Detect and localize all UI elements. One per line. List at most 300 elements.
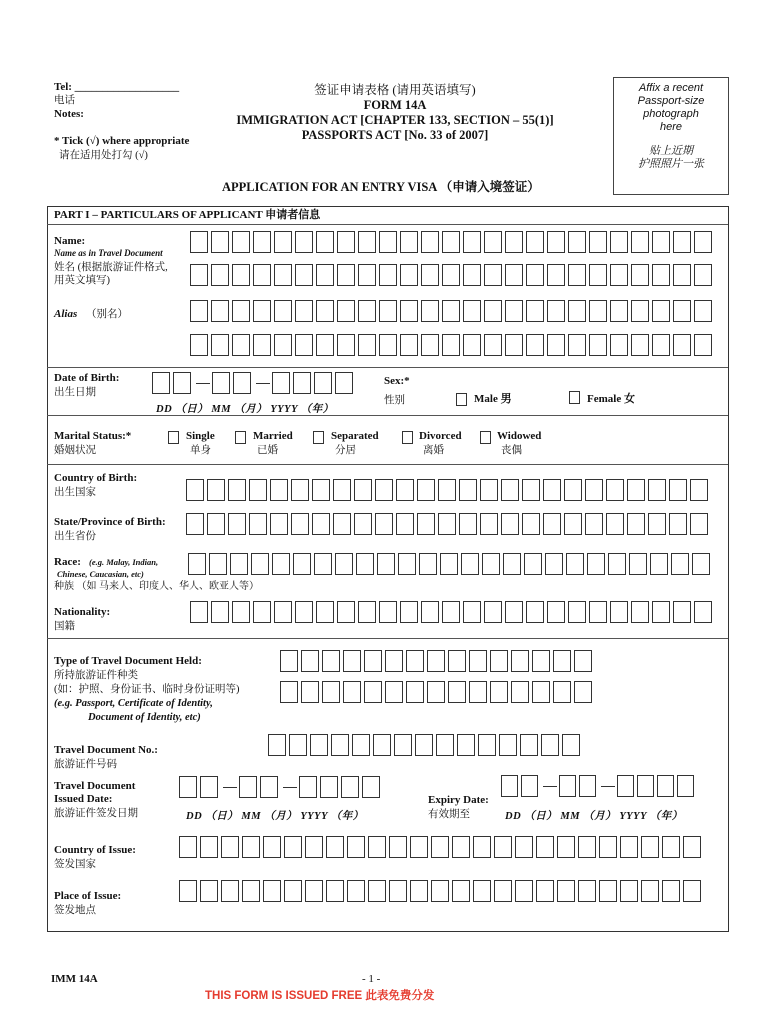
- char-box[interactable]: [683, 836, 701, 858]
- char-box[interactable]: [221, 836, 239, 858]
- char-box[interactable]: [337, 334, 355, 356]
- char-box[interactable]: [484, 231, 502, 253]
- char-box[interactable]: [410, 836, 428, 858]
- char-box[interactable]: [568, 334, 586, 356]
- char-box[interactable]: [553, 650, 571, 672]
- char-box[interactable]: [482, 553, 500, 575]
- char-box[interactable]: [505, 300, 523, 322]
- char-box[interactable]: [473, 880, 491, 902]
- char-box[interactable]: [212, 372, 230, 394]
- char-box[interactable]: [652, 300, 670, 322]
- char-box[interactable]: [652, 231, 670, 253]
- char-box[interactable]: [448, 681, 466, 703]
- char-box[interactable]: [585, 479, 603, 501]
- char-box[interactable]: [694, 601, 712, 623]
- char-box[interactable]: [459, 479, 477, 501]
- char-box[interactable]: [690, 479, 708, 501]
- char-box[interactable]: [564, 479, 582, 501]
- char-box[interactable]: [589, 601, 607, 623]
- char-box[interactable]: [547, 601, 565, 623]
- char-box[interactable]: [652, 334, 670, 356]
- char-box[interactable]: [427, 650, 445, 672]
- char-box[interactable]: [673, 601, 691, 623]
- char-box[interactable]: [574, 681, 592, 703]
- char-box[interactable]: [505, 264, 523, 286]
- char-box[interactable]: [637, 775, 654, 797]
- char-box[interactable]: [532, 681, 550, 703]
- char-box[interactable]: [379, 231, 397, 253]
- race-boxes[interactable]: [188, 553, 713, 575]
- char-box[interactable]: [515, 880, 533, 902]
- char-box[interactable]: [385, 650, 403, 672]
- char-box[interactable]: [242, 836, 260, 858]
- char-box[interactable]: [547, 334, 565, 356]
- char-box[interactable]: [478, 734, 496, 756]
- char-box[interactable]: [578, 836, 596, 858]
- char-box[interactable]: [364, 681, 382, 703]
- char-box[interactable]: [179, 880, 197, 902]
- char-box[interactable]: [499, 734, 517, 756]
- char-box[interactable]: [377, 553, 395, 575]
- char-box[interactable]: [280, 681, 298, 703]
- char-box[interactable]: [406, 681, 424, 703]
- char-box[interactable]: [337, 300, 355, 322]
- char-box[interactable]: [274, 231, 292, 253]
- char-box[interactable]: [207, 513, 225, 535]
- char-box[interactable]: [547, 264, 565, 286]
- char-box[interactable]: [421, 334, 439, 356]
- char-box[interactable]: [373, 734, 391, 756]
- char-box[interactable]: [589, 300, 607, 322]
- char-box[interactable]: [242, 880, 260, 902]
- char-box[interactable]: [312, 479, 330, 501]
- char-box[interactable]: [566, 553, 584, 575]
- char-box[interactable]: [295, 231, 313, 253]
- char-box[interactable]: [610, 601, 628, 623]
- char-box[interactable]: [179, 836, 197, 858]
- char-box[interactable]: [648, 513, 666, 535]
- char-box[interactable]: [610, 334, 628, 356]
- char-box[interactable]: [364, 650, 382, 672]
- char-box[interactable]: [331, 734, 349, 756]
- char-box[interactable]: [358, 334, 376, 356]
- char-box[interactable]: [553, 681, 571, 703]
- char-box[interactable]: [669, 479, 687, 501]
- char-box[interactable]: [557, 880, 575, 902]
- char-box[interactable]: [337, 231, 355, 253]
- char-box[interactable]: [358, 601, 376, 623]
- char-box[interactable]: [541, 734, 559, 756]
- char-box[interactable]: [375, 479, 393, 501]
- char-box[interactable]: [232, 231, 250, 253]
- char-box[interactable]: [232, 601, 250, 623]
- char-box[interactable]: [650, 553, 668, 575]
- char-box[interactable]: [270, 513, 288, 535]
- char-box[interactable]: [442, 300, 460, 322]
- char-box[interactable]: [469, 681, 487, 703]
- char-box[interactable]: [673, 231, 691, 253]
- char-box[interactable]: [320, 776, 338, 798]
- char-box[interactable]: [200, 880, 218, 902]
- char-box[interactable]: [562, 734, 580, 756]
- char-box[interactable]: [522, 513, 540, 535]
- char-box[interactable]: [249, 479, 267, 501]
- char-box[interactable]: [263, 836, 281, 858]
- char-box[interactable]: [293, 372, 311, 394]
- doc-number-boxes[interactable]: [268, 734, 583, 756]
- char-box[interactable]: [536, 880, 554, 902]
- char-box[interactable]: [280, 650, 298, 672]
- char-box[interactable]: [221, 880, 239, 902]
- char-box[interactable]: [526, 231, 544, 253]
- char-box[interactable]: [305, 836, 323, 858]
- char-box[interactable]: [599, 880, 617, 902]
- char-box[interactable]: [484, 264, 502, 286]
- male-checkbox[interactable]: [456, 390, 467, 408]
- char-box[interactable]: [228, 479, 246, 501]
- char-box[interactable]: [559, 775, 576, 797]
- char-box[interactable]: [461, 553, 479, 575]
- char-box[interactable]: [230, 553, 248, 575]
- char-box[interactable]: [274, 334, 292, 356]
- char-box[interactable]: [490, 650, 508, 672]
- char-box[interactable]: [398, 553, 416, 575]
- char-box[interactable]: [310, 734, 328, 756]
- char-box[interactable]: [662, 880, 680, 902]
- char-box[interactable]: [314, 553, 332, 575]
- char-box[interactable]: [463, 231, 481, 253]
- char-box[interactable]: [673, 264, 691, 286]
- char-box[interactable]: [253, 300, 271, 322]
- char-box[interactable]: [547, 300, 565, 322]
- char-box[interactable]: [295, 300, 313, 322]
- char-box[interactable]: [232, 300, 250, 322]
- char-box[interactable]: [606, 479, 624, 501]
- char-box[interactable]: [657, 775, 674, 797]
- char-box[interactable]: [511, 650, 529, 672]
- char-box[interactable]: [440, 553, 458, 575]
- char-box[interactable]: [211, 334, 229, 356]
- char-box[interactable]: [375, 513, 393, 535]
- char-box[interactable]: [469, 650, 487, 672]
- char-box[interactable]: [232, 334, 250, 356]
- char-box[interactable]: [233, 372, 251, 394]
- char-box[interactable]: [694, 231, 712, 253]
- char-box[interactable]: [419, 553, 437, 575]
- char-box[interactable]: [505, 231, 523, 253]
- char-box[interactable]: [578, 880, 596, 902]
- char-box[interactable]: [480, 479, 498, 501]
- char-box[interactable]: [431, 836, 449, 858]
- char-box[interactable]: [368, 836, 386, 858]
- char-box[interactable]: [389, 836, 407, 858]
- char-box[interactable]: [211, 231, 229, 253]
- char-box[interactable]: [648, 479, 666, 501]
- char-box[interactable]: [326, 880, 344, 902]
- state-of-birth-boxes[interactable]: [186, 513, 711, 535]
- char-box[interactable]: [358, 264, 376, 286]
- expiry-date-boxes[interactable]: [501, 775, 697, 797]
- alias-boxes-row2[interactable]: [190, 334, 715, 356]
- char-box[interactable]: [268, 734, 286, 756]
- char-box[interactable]: [335, 553, 353, 575]
- char-box[interactable]: [438, 479, 456, 501]
- char-box[interactable]: [396, 479, 414, 501]
- char-box[interactable]: [343, 650, 361, 672]
- char-box[interactable]: [190, 300, 208, 322]
- char-box[interactable]: [568, 300, 586, 322]
- char-box[interactable]: [385, 681, 403, 703]
- char-box[interactable]: [200, 776, 218, 798]
- char-box[interactable]: [263, 880, 281, 902]
- char-box[interactable]: [421, 300, 439, 322]
- char-box[interactable]: [400, 264, 418, 286]
- char-box[interactable]: [532, 650, 550, 672]
- char-box[interactable]: [186, 479, 204, 501]
- char-box[interactable]: [188, 553, 206, 575]
- char-box[interactable]: [677, 775, 694, 797]
- char-box[interactable]: [333, 513, 351, 535]
- char-box[interactable]: [316, 231, 334, 253]
- char-box[interactable]: [352, 734, 370, 756]
- char-box[interactable]: [631, 601, 649, 623]
- char-box[interactable]: [316, 334, 334, 356]
- char-box[interactable]: [547, 231, 565, 253]
- char-box[interactable]: [627, 513, 645, 535]
- char-box[interactable]: [293, 553, 311, 575]
- char-box[interactable]: [526, 300, 544, 322]
- char-box[interactable]: [484, 601, 502, 623]
- char-box[interactable]: [354, 513, 372, 535]
- char-box[interactable]: [253, 601, 271, 623]
- char-box[interactable]: [379, 334, 397, 356]
- char-box[interactable]: [557, 836, 575, 858]
- char-box[interactable]: [421, 601, 439, 623]
- name-boxes-row2[interactable]: [190, 264, 715, 286]
- char-box[interactable]: [312, 513, 330, 535]
- char-box[interactable]: [173, 372, 191, 394]
- char-box[interactable]: [574, 650, 592, 672]
- char-box[interactable]: [631, 264, 649, 286]
- country-of-birth-boxes[interactable]: [186, 479, 711, 501]
- char-box[interactable]: [484, 300, 502, 322]
- char-box[interactable]: [179, 776, 197, 798]
- char-box[interactable]: [442, 601, 460, 623]
- char-box[interactable]: [692, 553, 710, 575]
- char-box[interactable]: [589, 334, 607, 356]
- char-box[interactable]: [396, 513, 414, 535]
- char-box[interactable]: [305, 880, 323, 902]
- char-box[interactable]: [620, 836, 638, 858]
- char-box[interactable]: [503, 553, 521, 575]
- char-box[interactable]: [270, 479, 288, 501]
- char-box[interactable]: [316, 601, 334, 623]
- char-box[interactable]: [253, 231, 271, 253]
- char-box[interactable]: [316, 300, 334, 322]
- char-box[interactable]: [291, 479, 309, 501]
- widowed-checkbox[interactable]: [480, 428, 491, 446]
- char-box[interactable]: [337, 264, 355, 286]
- nationality-boxes[interactable]: [190, 601, 715, 623]
- char-box[interactable]: [599, 836, 617, 858]
- char-box[interactable]: [207, 479, 225, 501]
- name-boxes-row1[interactable]: [190, 231, 715, 253]
- char-box[interactable]: [358, 300, 376, 322]
- char-box[interactable]: [274, 300, 292, 322]
- char-box[interactable]: [400, 334, 418, 356]
- char-box[interactable]: [452, 836, 470, 858]
- char-box[interactable]: [520, 734, 538, 756]
- char-box[interactable]: [683, 880, 701, 902]
- char-box[interactable]: [301, 650, 319, 672]
- char-box[interactable]: [641, 880, 659, 902]
- char-box[interactable]: [274, 601, 292, 623]
- char-box[interactable]: [362, 776, 380, 798]
- char-box[interactable]: [442, 264, 460, 286]
- char-box[interactable]: [417, 479, 435, 501]
- char-box[interactable]: [511, 681, 529, 703]
- char-box[interactable]: [669, 513, 687, 535]
- char-box[interactable]: [152, 372, 170, 394]
- char-box[interactable]: [400, 231, 418, 253]
- char-box[interactable]: [526, 264, 544, 286]
- char-box[interactable]: [652, 601, 670, 623]
- char-box[interactable]: [610, 231, 628, 253]
- char-box[interactable]: [448, 650, 466, 672]
- married-checkbox[interactable]: [235, 428, 246, 446]
- char-box[interactable]: [673, 334, 691, 356]
- char-box[interactable]: [316, 264, 334, 286]
- char-box[interactable]: [232, 264, 250, 286]
- char-box[interactable]: [473, 836, 491, 858]
- divorced-checkbox[interactable]: [402, 428, 413, 446]
- char-box[interactable]: [272, 372, 290, 394]
- char-box[interactable]: [274, 264, 292, 286]
- char-box[interactable]: [505, 601, 523, 623]
- char-box[interactable]: [610, 264, 628, 286]
- char-box[interactable]: [568, 601, 586, 623]
- char-box[interactable]: [452, 880, 470, 902]
- char-box[interactable]: [333, 479, 351, 501]
- char-box[interactable]: [431, 880, 449, 902]
- char-box[interactable]: [522, 479, 540, 501]
- char-box[interactable]: [394, 734, 412, 756]
- place-of-issue-boxes[interactable]: [179, 880, 704, 902]
- char-box[interactable]: [295, 601, 313, 623]
- separated-checkbox[interactable]: [313, 428, 324, 446]
- char-box[interactable]: [545, 553, 563, 575]
- char-box[interactable]: [463, 334, 481, 356]
- char-box[interactable]: [641, 836, 659, 858]
- char-box[interactable]: [295, 264, 313, 286]
- char-box[interactable]: [505, 334, 523, 356]
- char-box[interactable]: [608, 553, 626, 575]
- char-box[interactable]: [568, 264, 586, 286]
- char-box[interactable]: [652, 264, 670, 286]
- char-box[interactable]: [295, 334, 313, 356]
- char-box[interactable]: [253, 264, 271, 286]
- char-box[interactable]: [490, 681, 508, 703]
- char-box[interactable]: [579, 775, 596, 797]
- doc-type-boxes-row2[interactable]: [280, 681, 595, 703]
- char-box[interactable]: [480, 513, 498, 535]
- char-box[interactable]: [379, 300, 397, 322]
- char-box[interactable]: [314, 372, 332, 394]
- char-box[interactable]: [629, 553, 647, 575]
- char-box[interactable]: [284, 836, 302, 858]
- country-of-issue-boxes[interactable]: [179, 836, 704, 858]
- char-box[interactable]: [379, 601, 397, 623]
- char-box[interactable]: [526, 601, 544, 623]
- char-box[interactable]: [200, 836, 218, 858]
- char-box[interactable]: [536, 836, 554, 858]
- char-box[interactable]: [400, 300, 418, 322]
- char-box[interactable]: [524, 553, 542, 575]
- char-box[interactable]: [589, 231, 607, 253]
- char-box[interactable]: [631, 334, 649, 356]
- char-box[interactable]: [400, 601, 418, 623]
- char-box[interactable]: [631, 231, 649, 253]
- char-box[interactable]: [421, 264, 439, 286]
- char-box[interactable]: [421, 231, 439, 253]
- char-box[interactable]: [322, 681, 340, 703]
- char-box[interactable]: [260, 776, 278, 798]
- char-box[interactable]: [417, 513, 435, 535]
- char-box[interactable]: [694, 264, 712, 286]
- char-box[interactable]: [209, 553, 227, 575]
- char-box[interactable]: [463, 601, 481, 623]
- char-box[interactable]: [347, 880, 365, 902]
- char-box[interactable]: [211, 601, 229, 623]
- char-box[interactable]: [631, 300, 649, 322]
- char-box[interactable]: [239, 776, 257, 798]
- char-box[interactable]: [322, 650, 340, 672]
- char-box[interactable]: [410, 880, 428, 902]
- char-box[interactable]: [463, 264, 481, 286]
- char-box[interactable]: [694, 300, 712, 322]
- char-box[interactable]: [251, 553, 269, 575]
- char-box[interactable]: [627, 479, 645, 501]
- char-box[interactable]: [211, 264, 229, 286]
- char-box[interactable]: [341, 776, 359, 798]
- char-box[interactable]: [436, 734, 454, 756]
- char-box[interactable]: [484, 334, 502, 356]
- char-box[interactable]: [463, 300, 481, 322]
- char-box[interactable]: [190, 334, 208, 356]
- char-box[interactable]: [438, 513, 456, 535]
- char-box[interactable]: [501, 775, 518, 797]
- single-checkbox[interactable]: [168, 428, 179, 446]
- char-box[interactable]: [543, 479, 561, 501]
- char-box[interactable]: [564, 513, 582, 535]
- char-box[interactable]: [272, 553, 290, 575]
- char-box[interactable]: [190, 231, 208, 253]
- char-box[interactable]: [356, 553, 374, 575]
- char-box[interactable]: [585, 513, 603, 535]
- char-box[interactable]: [690, 513, 708, 535]
- char-box[interactable]: [673, 300, 691, 322]
- char-box[interactable]: [587, 553, 605, 575]
- char-box[interactable]: [459, 513, 477, 535]
- issue-date-boxes[interactable]: [179, 776, 383, 798]
- char-box[interactable]: [368, 880, 386, 902]
- char-box[interactable]: [494, 836, 512, 858]
- char-box[interactable]: [335, 372, 353, 394]
- char-box[interactable]: [617, 775, 634, 797]
- char-box[interactable]: [494, 880, 512, 902]
- char-box[interactable]: [186, 513, 204, 535]
- char-box[interactable]: [526, 334, 544, 356]
